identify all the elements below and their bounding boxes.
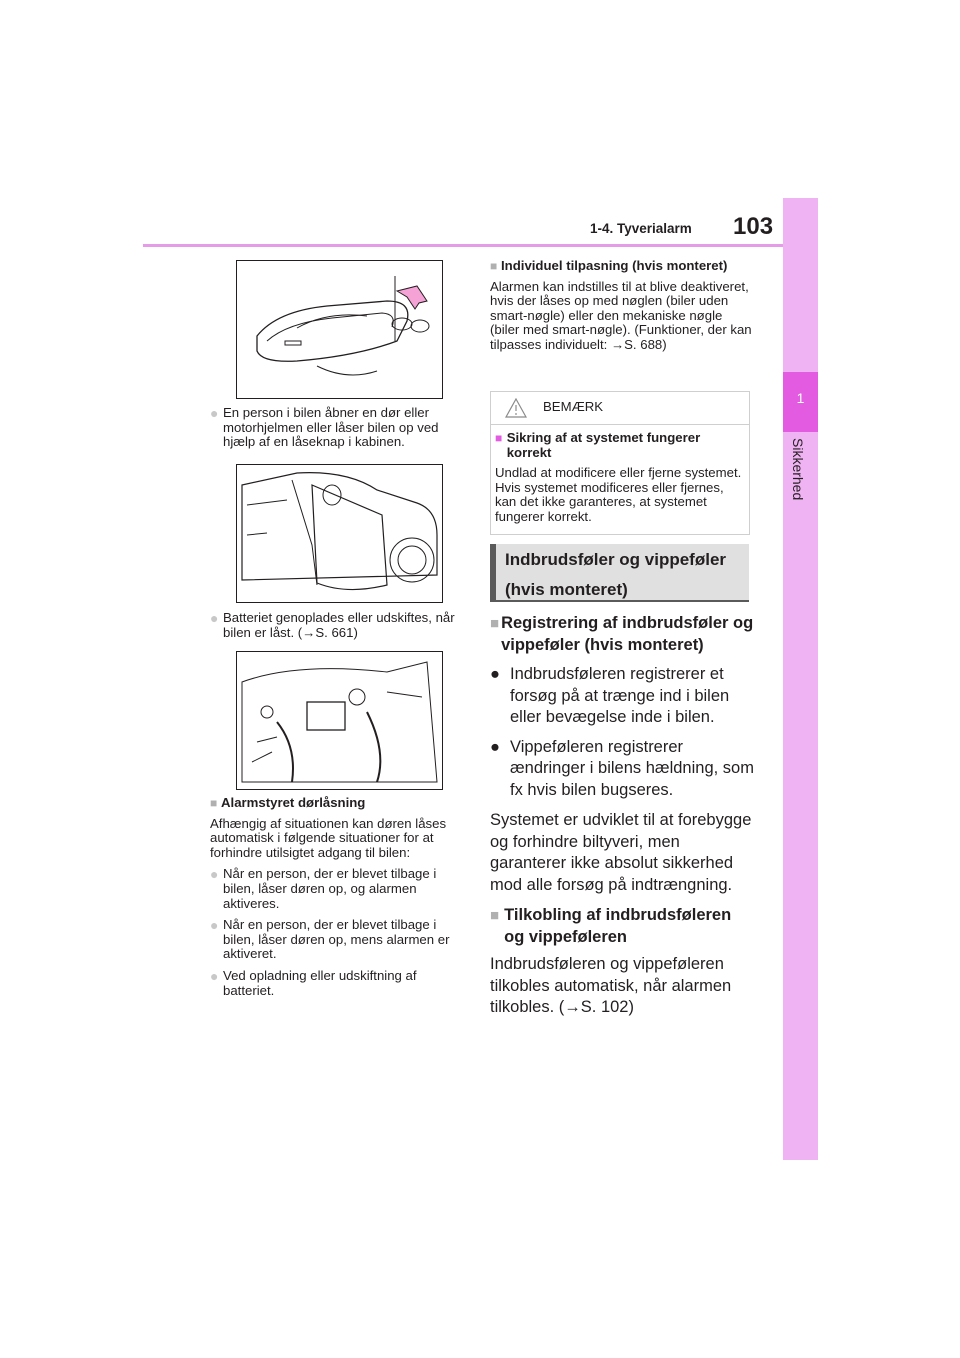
note-text: Undlad at modificere eller fjerne systemet. Hvis systemet modificeres eller fjernes, kan det ikke garanteres, at systemet fungerer korrekt. xyxy=(495,465,742,524)
bullet-dot-icon: ● xyxy=(490,737,500,756)
list-item: ● En person i bilen åbner en dør eller motorhjelmen eller låser bilen op ved hjælp af en låseknap i kabinen. xyxy=(210,405,439,450)
subheading: ■ Individuel tilpasning (hvis monteret) xyxy=(490,258,728,273)
subheading: ■ Tilkobling af indbrudsføleren og vippeføleren xyxy=(490,905,755,948)
note-label: BEMÆRK xyxy=(543,399,604,414)
list-item: ● Batteriet genoplades eller udskiftes, når bilen er låst. (→S. 661) xyxy=(210,610,455,640)
square-bullet-icon: ■ xyxy=(495,431,503,445)
paragraph: Afhængig af situationen kan døren låses automatisk i følgende situationer for at forhindre utilsigtet adgang til bilen: xyxy=(210,815,447,860)
bullet-dot-icon: ● xyxy=(210,917,219,934)
bullet-dot-icon: ● xyxy=(490,665,500,683)
chapter-number: 1 xyxy=(796,390,805,406)
paragraph: Systemet er udviklet til at forebygge og forhindre biltyveri, men garanterer ikke absolut sikkerhed mod alle forsøg på indtrængning. xyxy=(490,811,752,894)
bullet-dot-icon: ● xyxy=(210,610,219,626)
battery-illustration xyxy=(236,651,443,790)
paragraph: Alarmen kan indstilles til at blive deaktiveret, hvis der låses op med nøglen (biler uden smart-nøgle) eller den mekaniske nøgle (biler med smart-nøgle). (Funktioner, der kan tilpasses individuelt: →S. 688) xyxy=(490,278,752,352)
note-box xyxy=(490,391,750,535)
list-item: ● Ved opladning eller udskiftning af batteriet. xyxy=(210,967,417,998)
warning-icon xyxy=(505,398,527,418)
square-bullet-icon: ■ xyxy=(490,615,500,632)
bullet-dot-icon: ● xyxy=(210,866,219,883)
chapter-title: Sikkerhed xyxy=(790,438,806,501)
square-bullet-icon: ■ xyxy=(490,907,500,924)
section-heading: Indbrudsføler og vippeføler (hvis monteret) xyxy=(490,544,749,602)
note-heading: ■ Sikring af at systemet fungerer korrekt xyxy=(495,430,701,460)
subheading: ■ Registrering af indbrudsføler og vippeføler (hvis monteret) xyxy=(490,613,755,656)
header-rule xyxy=(143,244,783,247)
door-handle-illustration xyxy=(236,260,443,399)
list-item: ● Når en person, der er blevet tilbage i bilen, låser døren op, mens alarmen er aktiveret. xyxy=(210,917,450,962)
square-bullet-icon: ■ xyxy=(210,796,218,810)
square-bullet-icon: ■ xyxy=(490,259,498,273)
bullet-dot-icon: ● xyxy=(210,967,219,984)
subheading: ■ Alarmstyret dørlåsning xyxy=(210,795,366,810)
chapter-side-tab xyxy=(783,198,818,1160)
open-door-illustration xyxy=(236,464,443,603)
page-number: 103 xyxy=(733,213,774,240)
bullet-dot-icon: ● xyxy=(210,405,219,421)
list-item: ● Indbrudsføleren registrerer et forsøg på at trænge ind i bilen eller bevægelse inde i bilen. xyxy=(490,664,755,729)
paragraph: Indbrudsføleren og vippeføleren tilkobles automatisk, når alarmen tilkobles. (→S. 102) xyxy=(490,955,732,1016)
list-item: ● Når en person, der er blevet tilbage i bilen, låser døren op, og alarmen aktiveres. xyxy=(210,866,437,911)
list-item: ● Vippeføleren registrerer ændringer i bilens hældning, som fx hvis bilen bugseres. xyxy=(490,737,755,802)
section-title: 1-4. Tyverialarm xyxy=(590,221,692,236)
